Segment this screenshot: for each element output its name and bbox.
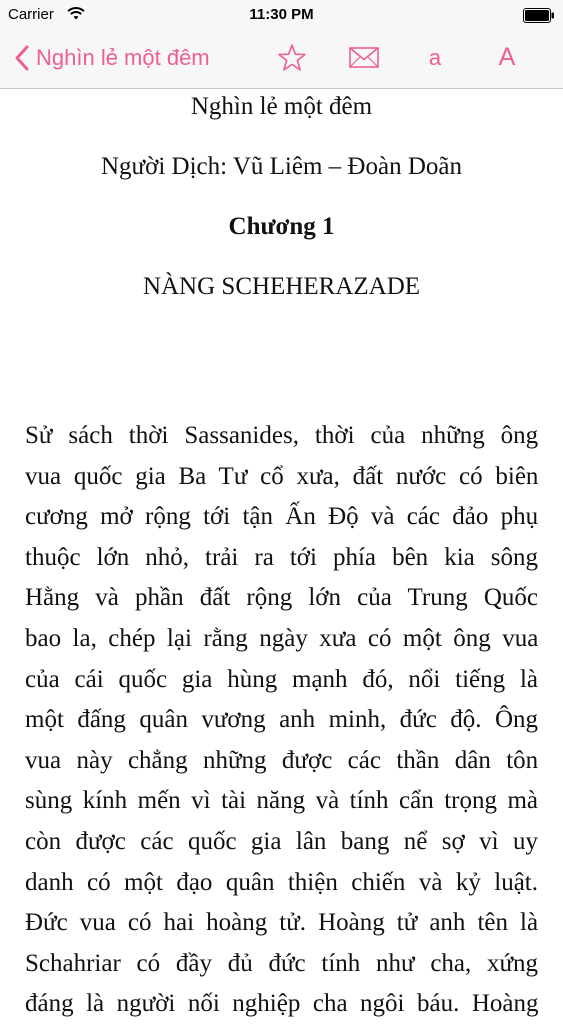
star-outline-icon[interactable] (277, 43, 307, 73)
status-bar (0, 0, 563, 30)
carrier-label: Carrier (8, 6, 54, 23)
back-button[interactable] (14, 42, 210, 74)
back-button-label: Nghìn lẻ một đêm (36, 45, 210, 70)
body-line: thuộc lớn nhỏ, trải ra tới phía bên kia sông (25, 543, 538, 571)
font-decrease-button[interactable]: a (428, 45, 442, 70)
body-line: vua quốc gia Ba Tư cổ xưa, đất nước có biên (25, 462, 539, 490)
body-line: bao la, chép lại rằng ngày xưa có một ông vua (25, 624, 539, 652)
body-line: sùng kính mến vì tài năng và tính cẩn trọng mà (25, 787, 538, 815)
mail-icon[interactable] (349, 46, 379, 70)
chapter-number: Chương 1 (228, 213, 335, 240)
navigation-bar (0, 30, 563, 89)
status-time: 11:30 PM (249, 6, 314, 23)
book-title: Nghìn lẻ một đêm (190, 93, 373, 120)
body-line: một đấng quân vương anh minh, đức độ. Ông (25, 706, 538, 734)
battery-icon (523, 8, 555, 23)
reading-content[interactable] (0, 89, 563, 1018)
body-line: Hằng và phần đất rộng lớn của Trung Quốc (25, 584, 538, 612)
font-increase-button[interactable]: A (498, 43, 516, 71)
body-line: Schahriar có đầy đủ đức tính như cha, xứng (25, 949, 539, 977)
chevron-left-icon (14, 45, 30, 71)
body-line: còn được các quốc gia lân bang nể sợ vì uy (25, 827, 538, 855)
body-line: danh có một đạo quân thiện chiến và kỷ luật. (25, 868, 538, 896)
body-line: đáng là người nối nghiệp cha ngôi báu. Hoàng (25, 990, 539, 1018)
body-line: Đức vua có hai hoàng tử. Hoàng tử anh tên là (25, 909, 539, 937)
chapter-body-text (25, 416, 538, 1025)
chapter-title: NÀNG SCHEHERAZADE (142, 273, 421, 300)
body-line: cương mở rộng tới tận Ấn Độ và các đảo phụ (25, 503, 539, 531)
body-line: Sử sách thời Sassanides, thời của những ông (25, 422, 539, 449)
translator-line: Người Dịch: Vũ Liêm – Đoàn Doãn (101, 153, 462, 180)
body-line: của cái quốc gia hùng mạnh đó, nổi tiếng là (25, 665, 538, 693)
body-line: vua này chẳng những được các thần dân tôn (25, 746, 539, 774)
